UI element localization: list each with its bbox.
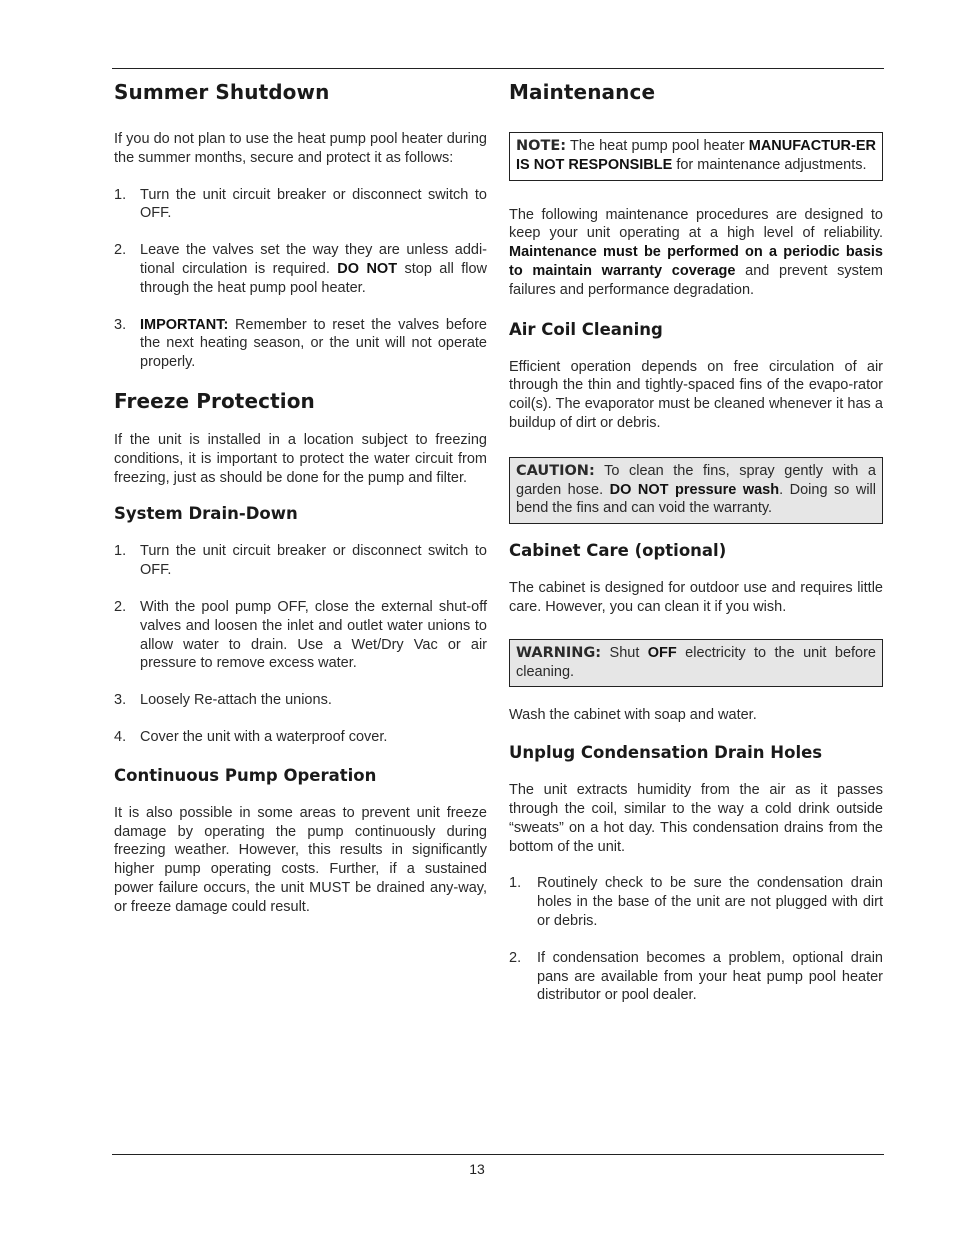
- pump-body: It is also possible in some areas to prevent unit freeze damage by operating the pump continuously during freezing weather. However, this results in significantly higher pump operating costs. Further, if a sustained power failure occurs, the unit MUST be drained any-way, or freeze damage could result.: [114, 804, 487, 915]
- cabinet-body: The cabinet is designed for outdoor use and requires little care. However, you can clean it if you wish.: [509, 580, 883, 615]
- top-rule: [112, 68, 884, 69]
- caution-label: CAUTION:: [516, 462, 595, 479]
- cabinet-care-heading: Cabinet Care (optional): [509, 541, 727, 561]
- warning-box: WARNING: Shut OFF electricity to the unit before cleaning.: [509, 639, 883, 688]
- air-coil-cleaning-heading: Air Coil Cleaning: [509, 319, 663, 339]
- list-item: 1. Routinely check to be sure the condensation drain holes in the base of the unit are not plugged with dirt or debris.: [509, 875, 883, 929]
- list-item: 2. Leave the valves set the way they are unless addi-tional circulation is required. DO NOT stop all flow through the heat pump pool heater.: [114, 242, 487, 296]
- note-box: NOTE: The heat pump pool heater MANUFACTUR-ER IS NOT RESPONSIBLE for maintenance adjustments.: [509, 132, 883, 181]
- continuous-pump-heading: Continuous Pump Operation: [114, 765, 377, 785]
- list-item: 2. With the pool pump OFF, close the external shut-off valves and loosen the inlet and outlet water unions to allow water to drain. Use a Wet/Dry Vac or air pressure to remove excess water.: [114, 598, 487, 672]
- unplug-drain-heading: Unplug Condensation Drain Holes: [509, 743, 823, 763]
- left-column: [114, 80, 487, 917]
- bottom-rule: [112, 1154, 884, 1155]
- list-item: 1. Turn the unit circuit breaker or disconnect switch to OFF.: [114, 186, 487, 222]
- right-column: [509, 80, 883, 1005]
- summer-steps-list: [114, 186, 487, 372]
- page-number: 13: [469, 1161, 485, 1177]
- caution-box: CAUTION: To clean the fins, spray gently with a garden hose. DO NOT pressure wash. Doing so will bend the fins and can void the warranty.: [509, 457, 883, 524]
- maintenance-body: The following maintenance procedures are designed to keep your unit operating at a high level of reliability. Maintenance must be performed on a periodic basis to maintain warranty coverage and prevent system failures and performance degradation.: [509, 206, 883, 298]
- summer-intro: If you do not plan to use the heat pump pool heater during the summer months, secure and protect it as follows:: [114, 131, 487, 166]
- unplug-steps-list: [509, 874, 883, 1005]
- list-item: 3. Loosely Re-attach the unions.: [114, 692, 332, 709]
- list-item: 3. IMPORTANT: Remember to reset the valves before the next heating season, or the unit will not operate properly.: [114, 316, 487, 371]
- unplug-body: The unit extracts humidity from the air as it passes through the coil, similar to the way a cold drink outside “sweats” on a hot day. This condensation drains from the bottom of the unit.: [509, 782, 883, 855]
- system-drain-down-heading: System Drain-Down: [114, 504, 298, 524]
- list-item: 4. Cover the unit with a waterproof cover.: [114, 728, 388, 745]
- freeze-protection-heading: Freeze Protection: [114, 388, 315, 413]
- coil-body: Efficient operation depends on free circulation of air through the thin and tightly-spaced fins of the evapo-rator coil(s). The evaporator must be cleaned whenever it has a buildup of dirt or debris.: [509, 358, 883, 431]
- wash-text: Wash the cabinet with soap and water.: [509, 707, 757, 724]
- freeze-intro: If the unit is installed in a location subject to freezing conditions, it is important to protect the water circuit from freezing, just as should be done for the pump and filter.: [114, 431, 487, 486]
- list-item: 2. If condensation becomes a problem, optional drain pans are available from your heat pump pool heater distributor or pool dealer.: [509, 949, 883, 1004]
- note-label: NOTE:: [516, 138, 567, 154]
- warning-label: WARNING:: [516, 644, 602, 661]
- list-item: 1. Turn the unit circuit breaker or disconnect switch to OFF.: [114, 543, 487, 579]
- drain-steps-list: [114, 542, 487, 746]
- maintenance-heading: Maintenance: [509, 80, 656, 104]
- summer-shutdown-heading: Summer Shutdown: [114, 80, 330, 104]
